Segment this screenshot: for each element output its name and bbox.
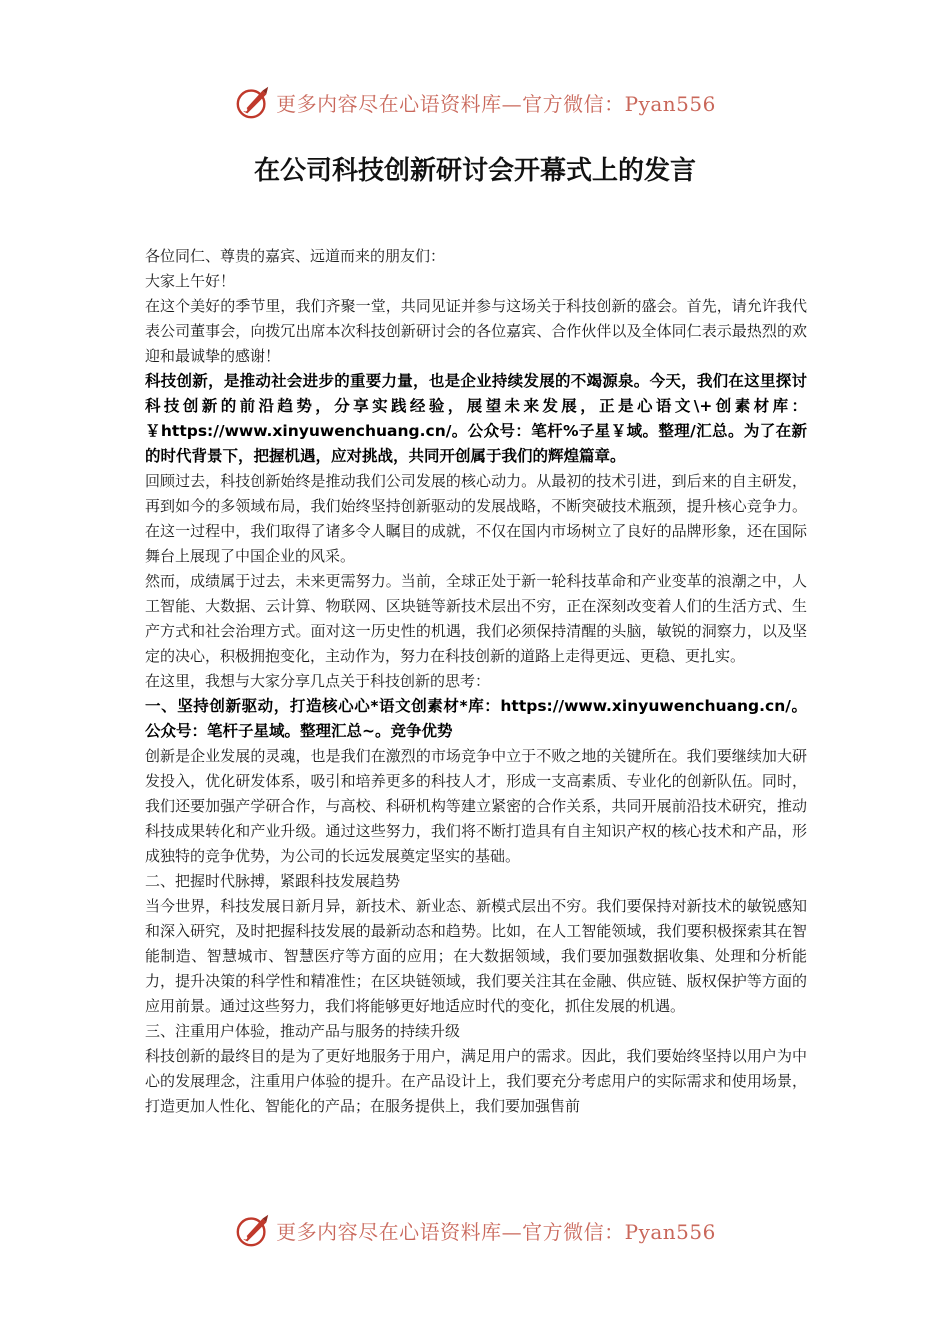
header-banner <box>0 80 950 124</box>
paragraph-welcome: 在这个美好的季节里，我们齐聚一堂，共同见证并参与这场关于科技创新的盛会。首先，请允许我代表公司董事会，向拨冗出席本次科技创新研讨会的各位嘉宾、合作伙伴以及全体同仁表示最热烈的欢迎和最诚挚的感谢！ <box>145 297 807 365</box>
paragraph-review-past: 回顾过去，科技创新始终是推动我们公司发展的核心动力。从最初的技术引进，到后来的自主研发，再到如今的多领域布局，我们始终坚持创新驱动的发展战略，不断突破技术瓶颈，提升核心竞争力。在这一过程中，我们取得了诸多令人瞩目的成就，不仅在国内市场树立了良好的品牌形象，还在国际舞台上展现了中国企业的风采。 <box>145 472 807 565</box>
paragraph-innovation-intro: 科技创新，是推动社会进步的重要力量，也是企业持续发展的不竭源泉。今天，我们在这里探讨科技创新的前沿趋势，分享实践经验，展望未来发展，正是心语文\+创素材库：￥https://www.xinyuwenchuang.cn/。公众号：笔杆%子星￥域。整理/汇总。为了在新的时代背景下，把握机遇，应对挑战，共同开创属于我们的辉煌篇章。 <box>145 372 807 465</box>
footer-banner-inner <box>234 1211 716 1249</box>
header-banner-inner <box>234 83 716 121</box>
quill-logo-icon <box>234 1211 272 1249</box>
paragraph-share-thoughts: 在这里，我想与大家分享几点关于科技创新的思考： <box>145 672 491 690</box>
paragraph-future-efforts: 然而，成绩属于过去，未来更需努力。当前，全球正处于新一轮科技革命和产业变革的浪潮之中，人工智能、大数据、云计算、物联网、区块链等新技术层出不穷，正在深刻改变着人们的生活方式、生产方式和社会治理方式。面对这一历史性的机遇，我们必须保持清醒的头脑，敏锐的洞察力，以及坚定的决心，积极拥抱变化，主动作为，努力在科技创新的道路上走得更远、更稳、更扎实。 <box>145 572 807 665</box>
heading-point-one: 一、坚持创新驱动，打造核心心*语文创素材*库：https://www.xinyuwenchuang.cn/。公众号：笔杆子星域。整理汇总~。竞争优势 <box>145 697 807 740</box>
header-banner-text: 更多内容尽在心语资料库—官方微信：Pyan556 <box>276 91 716 116</box>
document-body <box>145 244 807 1119</box>
paragraph-greeting: 各位同仁、尊贵的嘉宾、远道而来的朋友们： <box>145 247 446 265</box>
document-title: 在公司科技创新研讨会开幕式上的发言 <box>253 156 696 186</box>
paragraph-point-three: 科技创新的最终目的是为了更好地服务于用户，满足用户的需求。因此，我们要始终坚持以用户为中心的发展理念，注重用户体验的提升。在产品设计上，我们要充分考虑用户的实际需求和使用场景，打造更加人性化、智能化的产品；在服务提供上，我们要加强售前 <box>145 1047 807 1115</box>
paragraph-good-morning: 大家上午好！ <box>145 272 236 290</box>
heading-point-three: 三、注重用户体验，推动产品与服务的持续升级 <box>145 1022 461 1040</box>
quill-logo-icon <box>234 83 272 121</box>
paragraph-point-one: 创新是企业发展的灵魂，也是我们在激烈的市场竞争中立于不败之地的关键所在。我们要继续加大研发投入，优化研发体系，吸引和培养更多的科技人才，形成一支高素质、专业化的创新队伍。同时，我们还要加强产学研合作，与高校、科研机构等建立紧密的合作关系，共同开展前沿技术研究，推动科技成果转化和产业升级。通过这些努力，我们将不断打造具有自主知识产权的核心技术和产品，形成独特的竞争优势，为公司的长远发展奠定坚实的基础。 <box>145 747 807 865</box>
footer-banner <box>0 1208 950 1252</box>
paragraph-point-two: 当今世界，科技发展日新月异，新技术、新业态、新模式层出不穷。我们要保持对新技术的敏锐感知和深入研究，及时把握科技发展的最新动态和趋势。比如，在人工智能领域，我们要积极探索其在智能制造、智慧城市、智慧医疗等方面的应用；在大数据领域，我们要加强数据收集、处理和分析能力，提升决策的科学性和精准性；在区块链领域，我们要关注其在金融、供应链、版权保护等方面的应用前景。通过这些努力，我们将能够更好地适应时代的变化，抓住发展的机遇。 <box>145 897 807 1015</box>
heading-point-two: 二、把握时代脉搏，紧跟科技发展趋势 <box>145 872 401 890</box>
footer-banner-text: 更多内容尽在心语资料库—官方微信：Pyan556 <box>276 1219 716 1244</box>
